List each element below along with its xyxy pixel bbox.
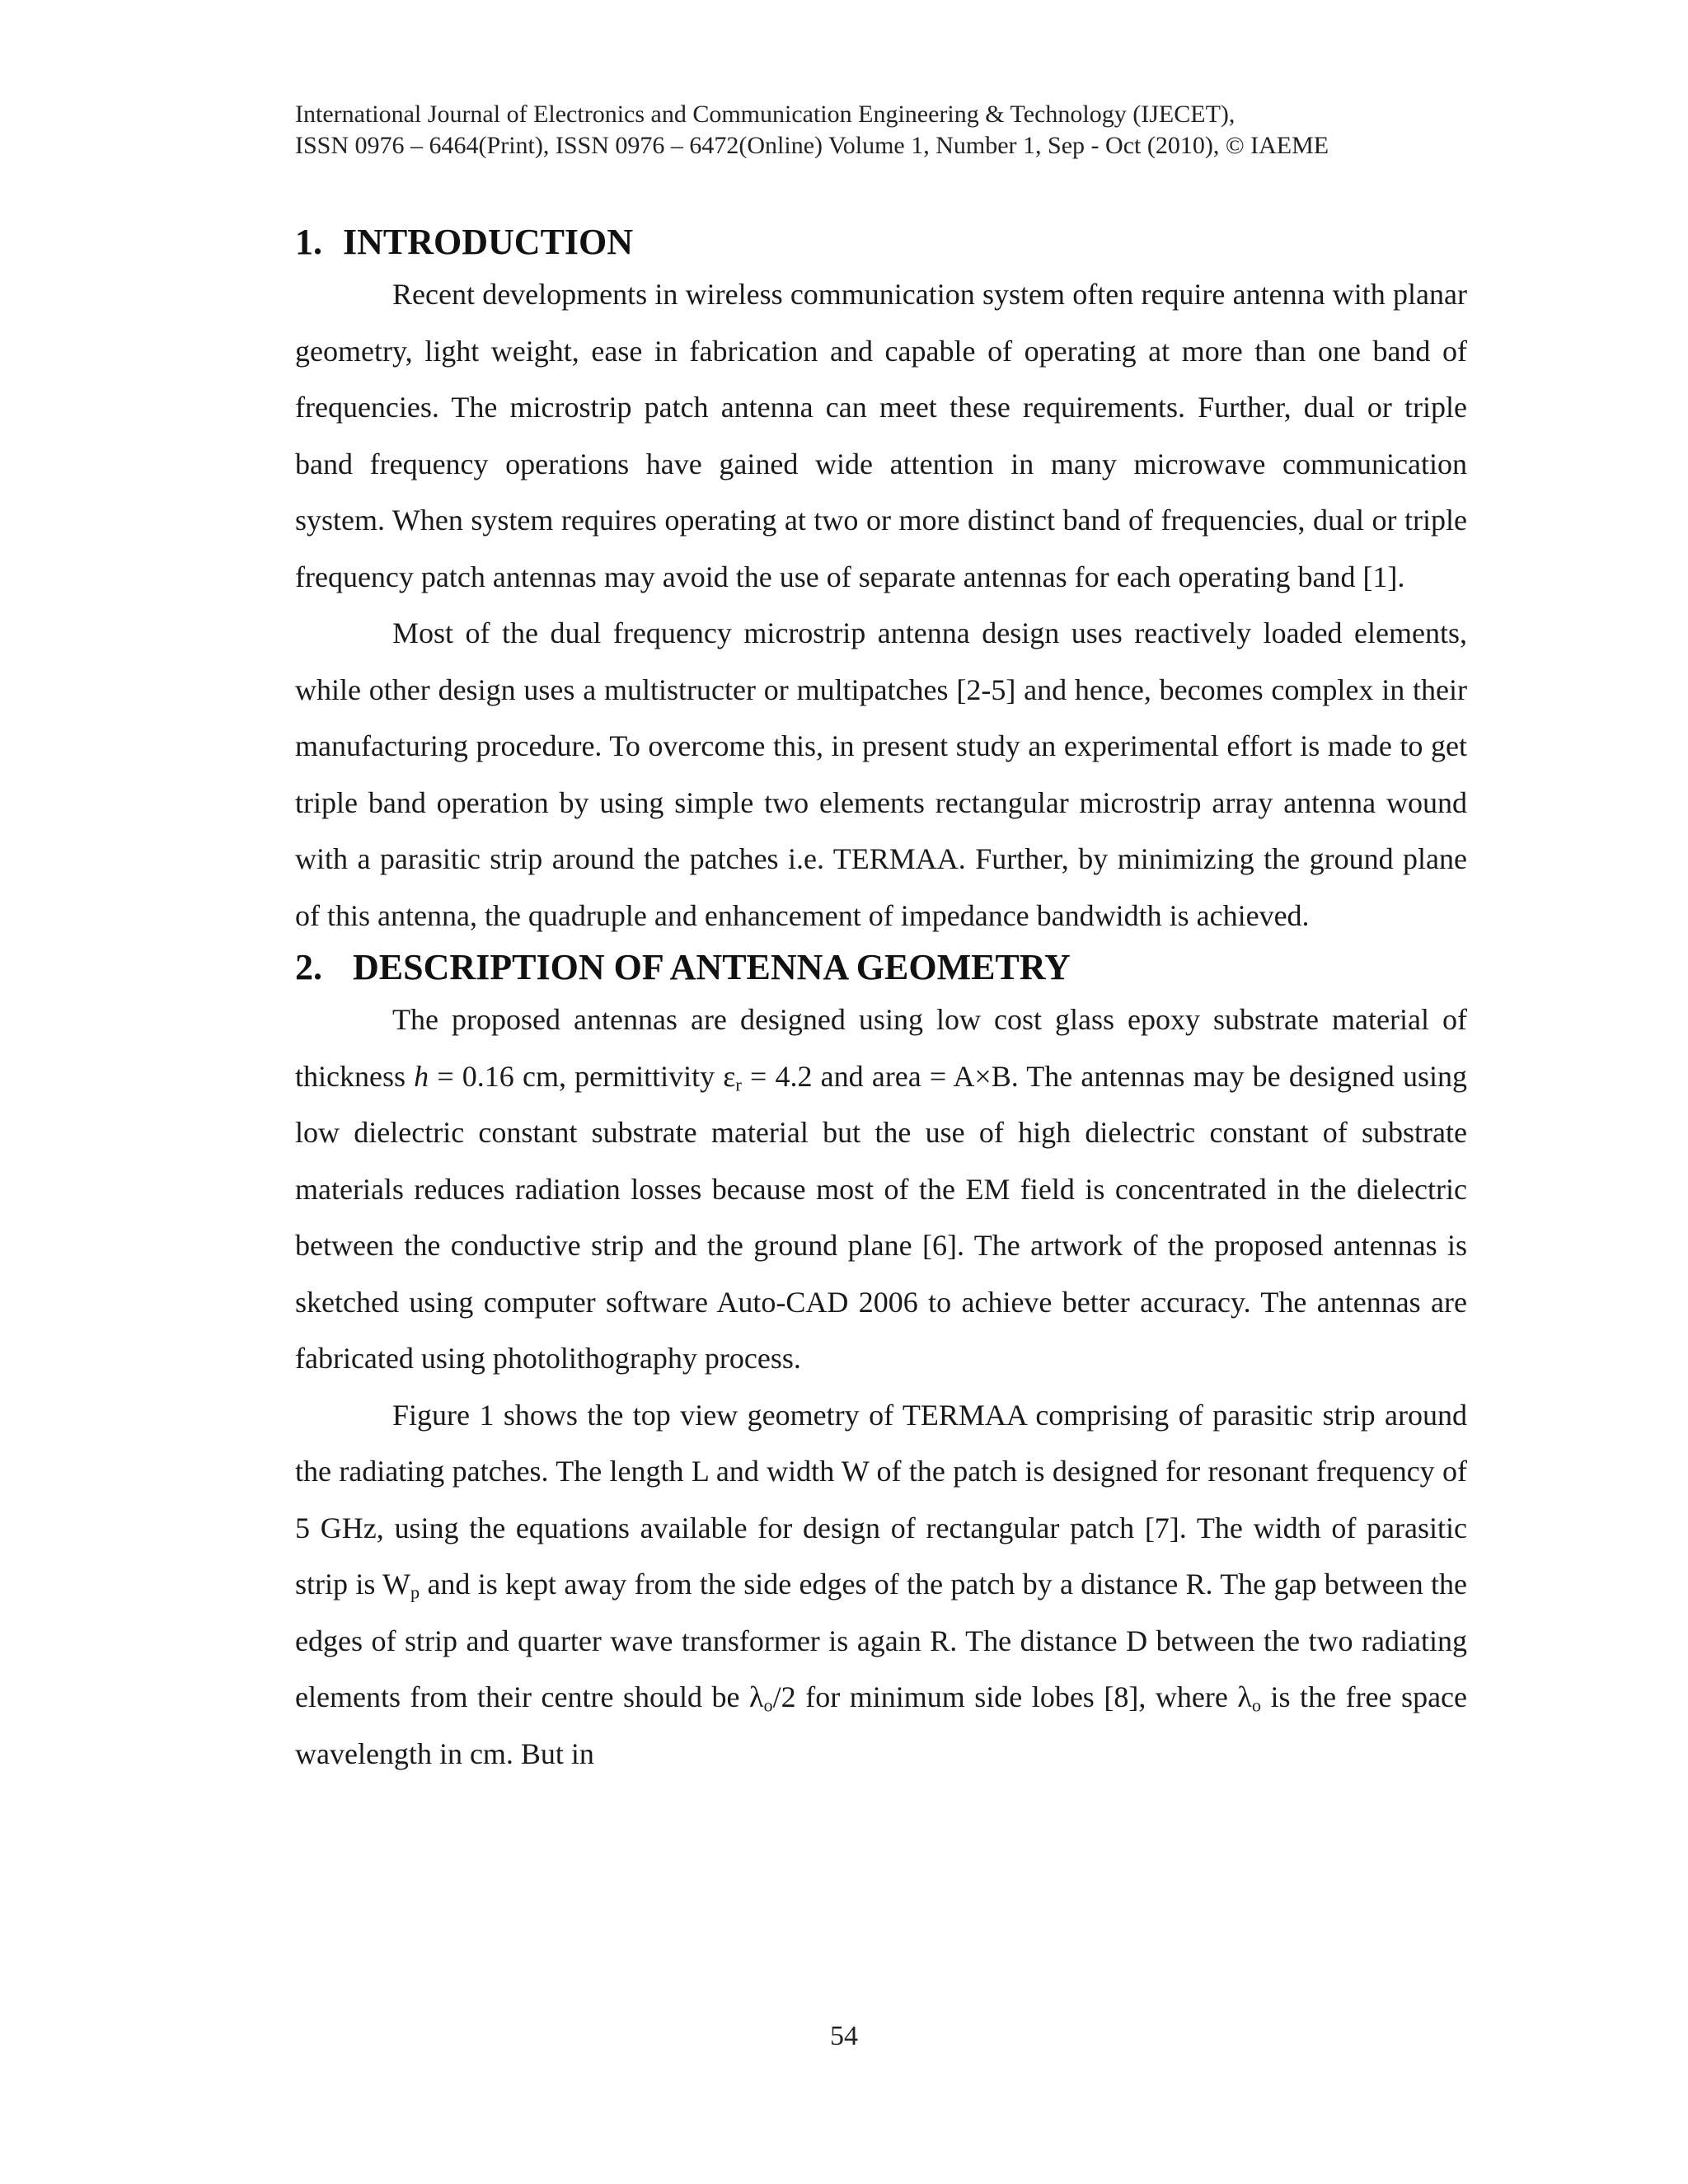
section-heading-introduction <box>295 218 1467 266</box>
article-body <box>295 218 1467 1782</box>
section-number: 2. <box>295 947 322 987</box>
text-run: /2 for minimum side lobes [8], where λ <box>772 1680 1252 1713</box>
section-heading-antenna-geometry <box>295 944 1467 991</box>
section-title: DESCRIPTION OF ANTENNA GEOMETRY <box>353 947 1071 987</box>
text-run: = 4.2 and area = A×B. The antennas may be designed using low dielectric constant substrate material but the use of high dielectric constant of substrate materials reduces radiation losses because most of the EM field is concentrated in the dielectric between the conductive strip and the ground plane [6]. The artwork of the proposed antennas is sketched using computer software Auto-CAD 2006 to achieve better accuracy. The antennas are fabricated using photolithography process. <box>295 1059 1467 1375</box>
subscript-r: r <box>735 1074 742 1095</box>
subscript-o: o <box>763 1694 773 1716</box>
section-number: 1. <box>295 222 322 262</box>
symbol-h: h <box>414 1059 429 1093</box>
paragraph: Most of the dual frequency microstrip antenna design uses reactively loaded elements, while other design uses a multistructer or multipatches [2-5] and hence, becomes complex in their manufacturing procedure. To overcome this, in present study an experimental effort is made to get triple band operation by using simple two elements rectangular microstrip array antenna wound with a parasitic strip around the patches i.e. TERMAA. Further, by minimizing the ground plane of this antenna, the quadruple and enhancement of impedance bandwidth is achieved. <box>295 616 1467 932</box>
section-title: INTRODUCTION <box>343 222 634 262</box>
header-issn-line: ISSN 0976 – 6464(Print), ISSN 0976 – 6472(Online) Volume 1, Number 1, Sep - Oct (2010), © IAEME <box>295 132 1329 159</box>
paragraph <box>295 991 1467 1387</box>
running-header <box>295 99 1474 162</box>
header-journal-title: International Journal of Electronics and Communication Engineering & Technology (IJECET), <box>295 101 1236 128</box>
text-run: Figure 1 shows the top view geometry of TERMAA comprising of parasitic strip around the radiating patches. The length L and width W of the patch is designed for resonant frequency of 5 GHz, using the equations available for design of rectangular patch [7]. The width of parasitic strip is W <box>295 1398 1467 1601</box>
subscript-p: p <box>410 1582 420 1603</box>
paragraph <box>295 1387 1467 1783</box>
text-run: and is kept away from the side edges of the patch by a distance R. The gap between the edges of strip and quarter wave transformer is again R. The distance D between the two radiating elements from their centre should be λ <box>295 1568 1467 1713</box>
page-number: 54 <box>830 2021 858 2051</box>
subscript-o: o <box>1251 1694 1261 1716</box>
paragraph: Recent developments in wireless communication system often require antenna with planar geometry, light weight, ease in fabrication and capable of operating at more than one band of frequencies. The microstrip patch antenna can meet these requirements. Further, dual or triple band frequency operations have gained wide attention in many microwave communication system. When system requires operating at two or more distinct band of frequencies, dual or triple frequency patch antennas may avoid the use of separate antennas for each operating band [1]. <box>295 278 1467 593</box>
text-run: is the free space wavelength in cm. But in <box>295 1680 1468 1770</box>
text-run: = 0.16 cm, permittivity ε <box>429 1059 736 1093</box>
text-run: The proposed antennas are designed using low cost glass epoxy substrate material of thickness <box>295 1003 1467 1093</box>
